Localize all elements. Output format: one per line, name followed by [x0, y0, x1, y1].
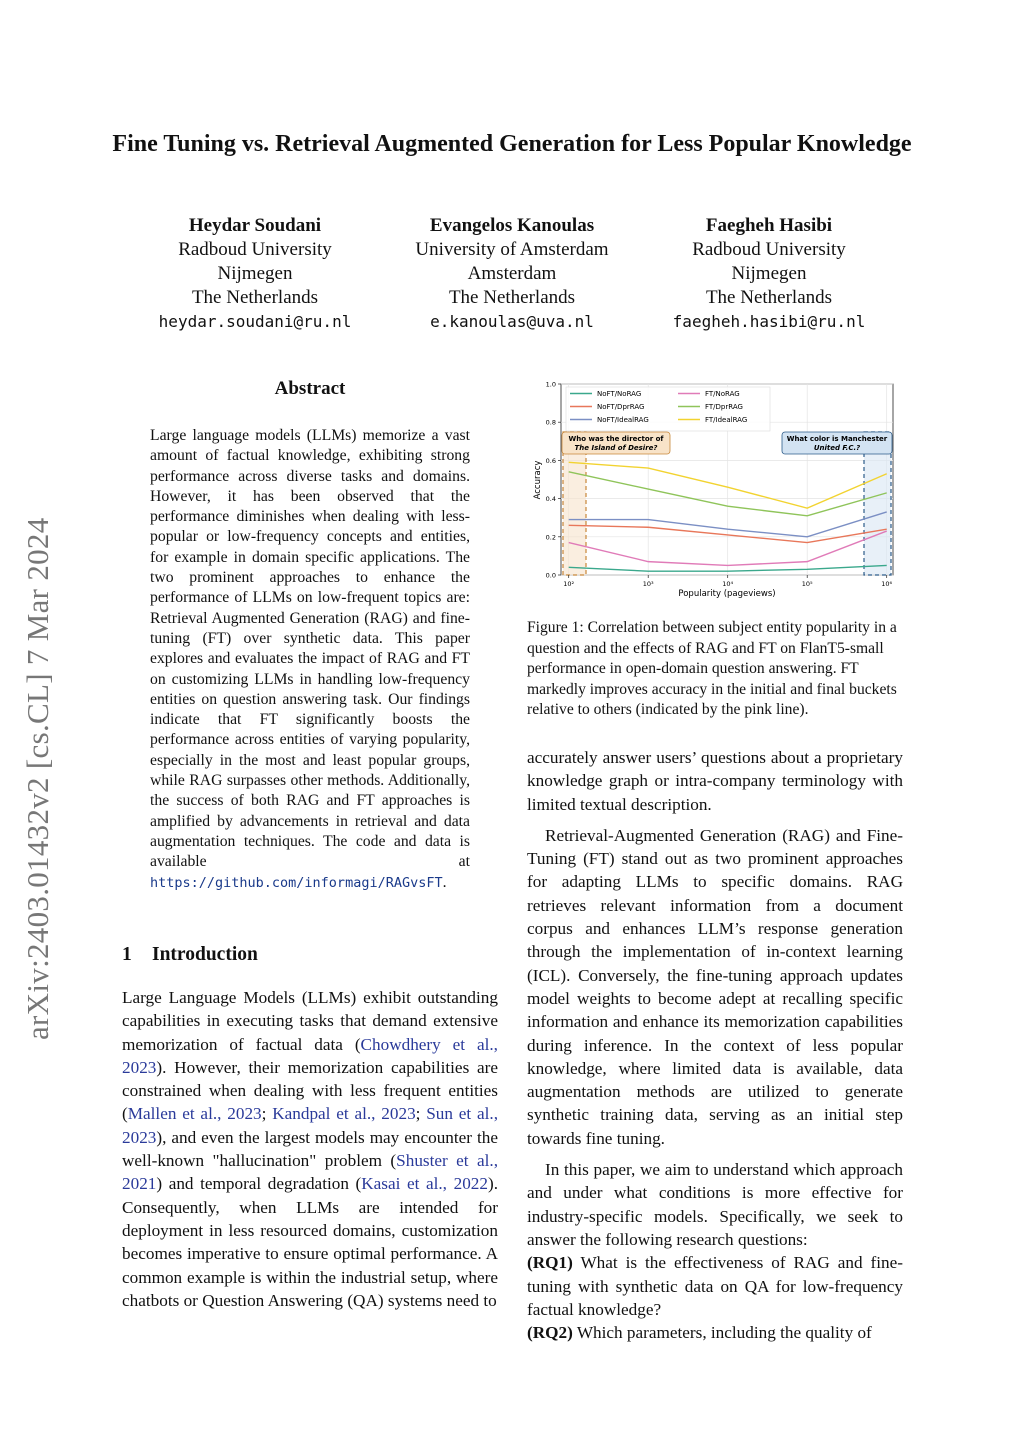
citation-author: Kasai et al.,: [361, 1174, 447, 1194]
x-tick-label: 10⁴: [722, 580, 734, 588]
figure-caption: Figure 1: Correlation between subject entity popularity in a question and the effects of RAG and FT on FlanT5-small performance in open-domain question answering. FT markedly improves accuracy in the initial and final buckets relative to others (indicated by the pink line).: [527, 619, 897, 718]
y-tick-label: 1.0: [545, 380, 556, 389]
citation-year: 2023: [122, 1127, 157, 1147]
legend-label: FT/IdealRAG: [705, 416, 748, 424]
abstract-text: Large language models (LLMs) memorize a vast amount of factual knowledge, exhibiting strong performance across diverse tasks and domains. However, it has been observed that the performance diminishes when dealing with less-popular or low-frequency concepts and entities, for example in domain specific applications. The two prominent approaches to enhance the performance of LLMs on low-frequent topics are: Retrieval Augmented Generation (RAG) and fine-tuning (FT) over synthetic data. This paper explores and evaluates the impact of RAG and FT on customizing LLMs in handling low-frequency entities on question answering task. Our findings indicate that FT significantly boosts the performance across entities of varying popularity, especially in the most and least popular groups, while RAG surpasses other methods. Additionally, the success of both RAG and FT approaches is amplified by advancements in retrieval and data augmentation techniques. The code and data is available at: [150, 427, 470, 871]
text-span: ). Consequently, when LLMs are intended for deployment in less resourced domains, customization becomes imperative to ensure optimal performance. A common example is within the industrial setup, where chatbots or Question Answering (QA) systems need to: [122, 1174, 498, 1310]
y-tick-label: 0.6: [545, 456, 556, 465]
y-axis-label: Accuracy: [533, 460, 543, 500]
x-tick-label: 10⁵: [801, 580, 813, 588]
author-name: Faegheh Hasibi: [705, 215, 833, 236]
citation-link[interactable]: [272, 1104, 415, 1123]
citation-author: Sun et al.,: [426, 1104, 499, 1124]
x-axis-label: Popularity (pageviews): [678, 589, 776, 599]
citation-year: 2021: [122, 1174, 157, 1194]
author-city: Amsterdam: [467, 263, 557, 284]
rq-text: Which parameters, including the quality of: [572, 1323, 872, 1343]
author-name: Heydar Soudani: [188, 215, 322, 236]
citation-author: Chowdhery et al.,: [360, 1034, 498, 1054]
annotation-left-line1: Who was the director of: [568, 435, 664, 443]
citation-link[interactable]: [128, 1104, 262, 1123]
paper-title: Fine Tuning vs. Retrieval Augmented Generation for Less Popular Knowledge: [112, 131, 912, 157]
legend-label: NoFT/DprRAG: [597, 403, 645, 411]
author-name: Evangelos Kanoulas: [429, 215, 595, 236]
figure-1: [520, 372, 910, 602]
code-link[interactable]: https://github.com/informagi/RAGvsFT: [150, 874, 443, 891]
author-email[interactable]: faegheh.hasibi@ru.nl: [672, 312, 866, 331]
citation-author: Shuster et al.,: [396, 1151, 498, 1171]
citation-year: 2023: [381, 1104, 416, 1124]
y-tick-label: 0.8: [545, 418, 556, 427]
y-tick-label: 0.4: [545, 495, 556, 504]
paragraph: In this paper, we aim to understand which approach and under what conditions is more effective for industry-specific models. Specifically, we seek to answer the following research questions:: [527, 1160, 903, 1249]
author-email[interactable]: e.kanoulas@uva.nl: [430, 312, 594, 331]
author-email[interactable]: heydar.soudani@ru.nl: [158, 312, 352, 331]
author-country: The Netherlands: [191, 287, 319, 308]
legend-label: NoFT/IdealRAG: [597, 416, 649, 424]
abstract-body: [150, 426, 470, 893]
abstract-heading: Abstract: [274, 378, 346, 399]
paragraph: Retrieval-Augmented Generation (RAG) and Fine-Tuning (FT) stand out as two prominent approaches for adapting LLMs to specific domains. RAG retrieves relevant information from a document corpus and enhances LLM’s response generation through the implementation of in-context learning (ICL). Conversely, the fine-tuning approach updates model weights to become adept at recalling specific information and enhance its memorization capabilities during inference. In the context of less popular knowledge, where limited data is available, data augmentation methods are utilized to generate synthetic training data, serving as an initial step towards fine tuning.: [527, 825, 903, 1148]
text-span: Large Language Models (LLMs) exhibit outstanding capabilities in executing tasks that demand extensive memorization of factual data (: [122, 988, 498, 1054]
rq-label: (RQ1): [527, 1253, 573, 1273]
author-country: The Netherlands: [705, 287, 833, 308]
citation-year: 2022: [453, 1174, 488, 1194]
author-affiliation: Radboud University: [178, 239, 332, 260]
legend-label: NoFT/NoRAG: [597, 390, 642, 398]
author-2: [382, 214, 642, 334]
rq-label: (RQ2): [527, 1323, 573, 1343]
abstract-end: .: [442, 873, 447, 891]
research-question-2: [527, 1321, 903, 1344]
author-city: Nijmegen: [731, 263, 807, 284]
accuracy-chart: [520, 372, 910, 602]
section-number: 1: [122, 944, 132, 965]
paragraph: accurately answer users’ questions about a proprietary knowledge graph or intra-company terminology with limited textual description.: [527, 748, 903, 814]
author-city: Nijmegen: [217, 263, 293, 284]
text-span: ). However, their memorization capabilities are constrained when dealing with less frequent entities (: [122, 1057, 498, 1124]
citation-author: Kandpal et al.,: [272, 1104, 376, 1124]
citation-year: 2023: [227, 1104, 262, 1124]
x-tick-label: 10³: [642, 580, 654, 588]
arxiv-identifier: arXiv:2403.01432v2 [cs.CL] 7 Mar 2024: [20, 517, 55, 1040]
citation-link[interactable]: [361, 1174, 488, 1193]
section-title: Introduction: [152, 944, 258, 965]
right-column: [527, 746, 903, 1344]
annotation-left-line2: The Island of Desire?: [574, 444, 658, 452]
annotation-right-line1: What color is Manchester: [786, 435, 888, 443]
author-3: [639, 214, 899, 334]
annotation-right-line2: United F.C.?: [813, 444, 861, 452]
intro-paragraph: Large Language Models (LLMs) exhibit outstanding capabilities in executing tasks that demand extensive memorization of factual data (Chowdhery et al., 2023). However, their memorization capabilities are constrained when dealing with less frequent entities (Mallen et al., 2023; Kandpal et al., 2023; Sun et al., 2023), and even the largest models may encounter the well-known "hallucination" problem (Shuster et al., 2021) and temporal degradation (Kasai et al., 2022). Consequently, when LLMs are intended for deployment in less resourced domains, customization becomes imperative to ensure optimal performance. A common example is within the industrial setup, where chatbots or Question Answering (QA) systems need to: [122, 988, 499, 1310]
citation-year: 2023: [122, 1057, 157, 1077]
y-tick-label: 0.2: [545, 533, 556, 542]
text-span: ) and temporal degradation (: [156, 1174, 362, 1194]
author-affiliation: Radboud University: [692, 239, 846, 260]
legend-label: FT/NoRAG: [705, 390, 740, 398]
text-span: ), and even the largest models may encounter the well-known "hallucination" problem (: [122, 1127, 498, 1171]
citation-author: Mallen et al.,: [127, 1104, 222, 1124]
y-tick-label: 0.0: [545, 571, 556, 580]
section-heading: [122, 944, 258, 966]
author-country: The Netherlands: [448, 287, 576, 308]
x-tick-label: 10²: [563, 580, 575, 588]
author-affiliation: University of Amsterdam: [415, 239, 609, 260]
author-1: [125, 214, 385, 334]
legend-label: FT/DprRAG: [705, 403, 743, 411]
research-question-1: [527, 1251, 903, 1321]
rq-text: What is the effectiveness of RAG and fine-tuning with synthetic data on QA for low-frequency factual knowledge?: [527, 1253, 903, 1319]
x-tick-label: 10⁶: [881, 580, 893, 588]
